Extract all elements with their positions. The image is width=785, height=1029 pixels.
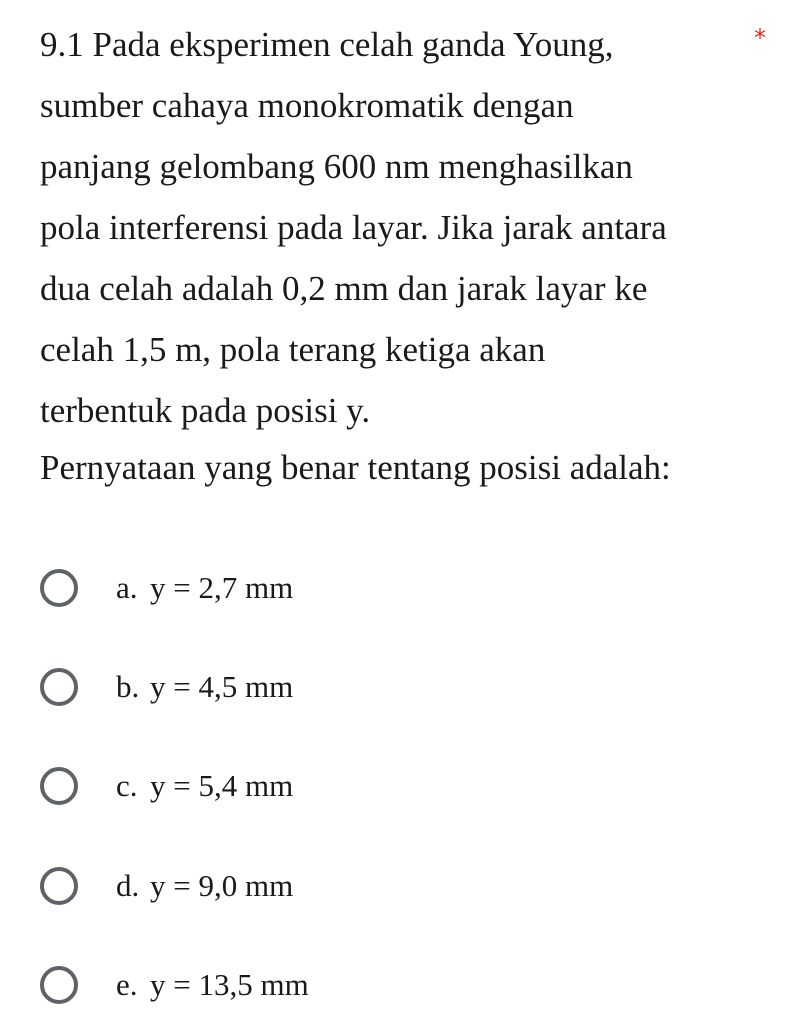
question-line: pola interferensi pada layar. Jika jarak antara: [40, 208, 667, 247]
option-d[interactable]: [40, 861, 293, 911]
option-letter: d.: [116, 868, 140, 903]
option-label: y = 9,0 mm: [150, 868, 294, 903]
radio-button-b[interactable]: [40, 668, 78, 706]
question-line: sumber cahaya monokromatik dengan: [40, 86, 574, 125]
question-line: celah 1,5 m, pola terang ketiga akan: [40, 330, 546, 369]
question-line: terbentuk pada posisi y.: [40, 391, 371, 430]
option-label: y = 5,4 mm: [150, 768, 294, 803]
option-e[interactable]: [40, 960, 309, 1010]
question-text: [40, 14, 745, 441]
option-a[interactable]: [40, 563, 293, 613]
option-letter: e.: [116, 967, 138, 1002]
option-letter: a.: [116, 570, 138, 605]
option-letter: c.: [116, 768, 138, 803]
radio-button-c[interactable]: [40, 767, 78, 805]
question-line: dua celah adalah 0,2 mm dan jarak layar ke: [40, 269, 648, 308]
question-prompt: Pernyataan yang benar tentang posisi adalah:: [40, 448, 671, 487]
option-b[interactable]: [40, 662, 293, 712]
required-asterisk: *: [754, 24, 766, 52]
question-line: panjang gelombang 600 nm menghasilkan: [40, 147, 633, 186]
option-label: y = 13,5 mm: [150, 967, 309, 1002]
option-letter: b.: [116, 669, 140, 704]
radio-button-d[interactable]: [40, 867, 78, 905]
option-c[interactable]: [40, 761, 293, 811]
radio-button-e[interactable]: [40, 966, 78, 1004]
option-label: y = 2,7 mm: [150, 570, 294, 605]
question-line: 9.1 Pada eksperimen celah ganda Young,: [40, 25, 614, 64]
option-label: y = 4,5 mm: [150, 669, 294, 704]
radio-button-a[interactable]: [40, 569, 78, 607]
